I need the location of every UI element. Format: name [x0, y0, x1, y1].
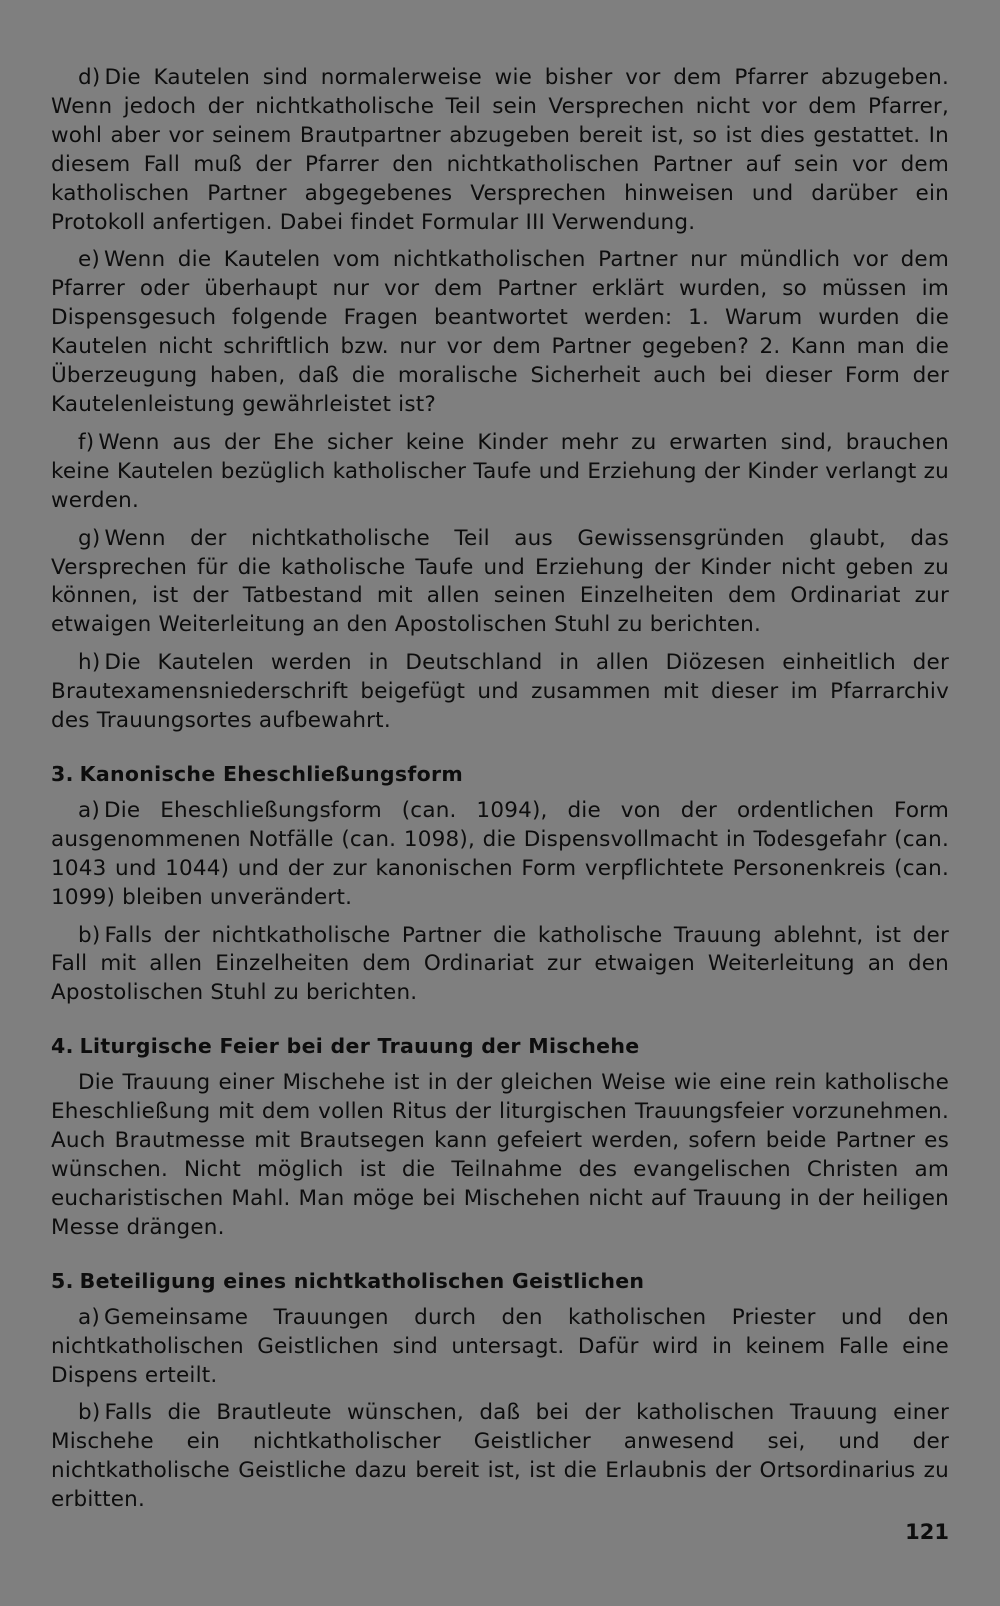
- paragraph-label: b): [78, 1400, 101, 1426]
- paragraph-5b: [51, 1399, 949, 1515]
- paragraph-4: [51, 1069, 949, 1242]
- paragraph-3b: [51, 922, 949, 1009]
- section-number: 4.: [51, 1034, 74, 1059]
- section-heading-3: [51, 760, 949, 788]
- paragraph-5a: [51, 1304, 949, 1391]
- section-title: Kanonische Eheschließungsform: [79, 761, 464, 786]
- paragraph-text: Die Kautelen werden in Deutschland in allen Diözesen einheitlich der Brautexamensniederschrift beigefügt und zusammen mit dieser im Pfarrarchiv des Trauungsortes aufbewahrt.: [51, 650, 949, 734]
- paragraph-f: [51, 429, 949, 516]
- paragraph-label: a): [78, 797, 100, 823]
- section-heading-4: [51, 1032, 949, 1060]
- page-number: 121: [905, 1520, 949, 1544]
- paragraph-label: e): [78, 247, 101, 273]
- paragraph-text: Falls die Brautleute wünschen, daß bei der katholischen Trauung einer Mischehe ein nichtkatholischer Geistlicher anwesend sei, und der nichtkatholische Geistliche dazu bereit ist, ist die Erlaubnis der Ortsordinarius zu erbitten.: [51, 1400, 949, 1513]
- paragraph-3a: [51, 797, 949, 913]
- paragraph-h: [51, 649, 949, 736]
- paragraph-label: f): [78, 429, 95, 455]
- section-number: 5.: [51, 1268, 74, 1293]
- section-title: Beteiligung eines nichtkatholischen Geistlichen: [79, 1268, 645, 1293]
- paragraph-label: h): [78, 650, 101, 676]
- paragraph-text: Die Eheschließungsform (can. 1094), die von der ordentlichen Form ausgenommenen Notfälle (can. 1098), die Dispensvollmacht in Todesgefahr (can. 1043 und 1044) und der zur kanonischen Form verpflichtete Personenkreis (can. 1099) bleiben unverändert.: [51, 797, 949, 910]
- section-title: Liturgische Feier bei der Trauung der Mischehe: [79, 1034, 640, 1059]
- section-number: 3.: [51, 761, 74, 786]
- paragraph-e: [51, 246, 949, 419]
- paragraph-text: Die Kautelen sind normalerweise wie bisher vor dem Pfarrer abzugeben. Wenn jedoch der nichtkatholische Teil sein Versprechen nicht vor dem Pfarrer, wohl aber vor seinem Brautpartner abzugeben bereit ist, so ist dies gestattet. In diesem Fall muß der Pfarrer den nichtkatholischen Partner auf sein vor dem katholischen Partner abgegebenes Versprechen hinweisen und darüber ein Protokoll anfertigen. Dabei findet Formular III Verwendung.: [51, 65, 949, 235]
- section-heading-5: [51, 1267, 949, 1295]
- paragraph-text: Gemeinsame Trauungen durch den katholischen Priester und den nichtkatholischen Geistlichen sind untersagt. Dafür wird in keinem Falle eine Dispens erteilt.: [51, 1304, 949, 1388]
- page-body: [51, 64, 949, 1524]
- paragraph-text: Die Trauung einer Mischehe ist in der gleichen Weise wie eine rein katholische Eheschließung mit dem vollen Ritus der liturgischen Trauungsfeier vorzunehmen. Auch Brautmesse mit Brautsegen kann gefeiert werden, sofern beide Partner es wünschen. Nicht möglich ist die Teilnahme des evangelischen Christen am eucharistischen Mahl. Man möge bei Mischehen nicht auf Trauung in der heiligen Messe drängen.: [51, 1070, 949, 1240]
- paragraph-label: a): [78, 1304, 100, 1330]
- paragraph-label: b): [78, 922, 101, 948]
- paragraph-label: g): [78, 525, 101, 551]
- paragraph-text: Wenn der nichtkatholische Teil aus Gewissensgründen glaubt, das Versprechen für die katholische Taufe und Erziehung der Kinder nicht geben zu können, ist der Tatbestand mit allen seinen Einzelheiten dem Ordinariat zur etwaigen Weiterleitung an den Apostolischen Stuhl zu berichten.: [51, 525, 949, 638]
- paragraph-text: Falls der nichtkatholische Partner die katholische Trauung ablehnt, ist der Fall mit allen Einzelheiten dem Ordinariat zur etwaigen Weiterleitung an den Apostolischen Stuhl zu berichten.: [51, 922, 949, 1006]
- paragraph-g: [51, 525, 949, 641]
- paragraph-label: d): [78, 65, 101, 90]
- paragraph-text: Wenn aus der Ehe sicher keine Kinder mehr zu erwarten sind, brauchen keine Kautelen bezüglich katholischer Taufe und Erziehung der Kinder verlangt zu werden.: [51, 429, 949, 513]
- paragraph-d: [51, 64, 949, 237]
- paragraph-text: Wenn die Kautelen vom nichtkatholischen Partner nur mündlich vor dem Pfarrer oder überhaupt nur vor dem Partner erklärt wurden, so müssen im Dispensgesuch folgende Fragen beantwortet werden: 1. Warum wurden die Kautelen nicht schriftlich bzw. nur vor dem Partner gegeben? 2. Kann man die Überzeugung haben, daß die moralische Sicherheit auch bei dieser Form der Kautelenleistung gewährleistet ist?: [51, 247, 949, 417]
